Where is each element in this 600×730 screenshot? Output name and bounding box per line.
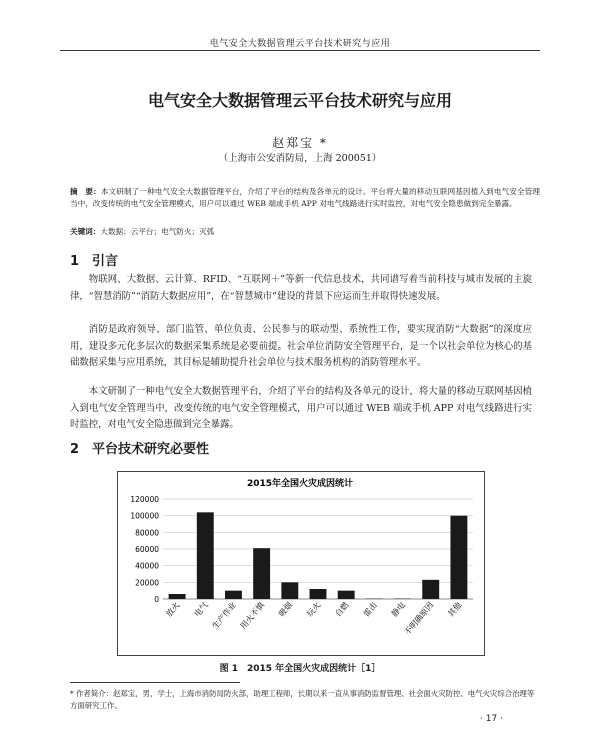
author-affiliation: （上海市公安消防局，上海 200051） xyxy=(218,153,382,164)
chart-title: 2015年全国火灾成因统计 xyxy=(246,479,354,489)
x-tick-label: 静电 xyxy=(389,600,408,619)
x-tick-label: 吸烟 xyxy=(277,600,295,619)
bar-6 xyxy=(310,589,327,599)
paragraph: 消防是政府领导、部门监管、单位负责、公民参与的联动型、系统性工作，要实现消防“大数据”的深度应用，建设多元化多层次的数据采集系统是必要前提。社会单位消防安全管理平台，是一个以社会单位为核心的基础数据采集与应用系统，其目标是辅助提升社会单位与技术服务机构的消防管理水平。 xyxy=(70,324,532,368)
keywords-label: 关键词： xyxy=(70,227,101,236)
author-name: 赵郑宝 * xyxy=(272,136,328,150)
figure-caption: 图 1 2015 年全国火灾成因统计［1］ xyxy=(219,664,381,674)
page-number: · 17 · xyxy=(480,714,503,724)
keywords xyxy=(70,226,540,237)
section-heading-necessity: 2 平台技术研究必要性 xyxy=(70,442,210,457)
author-footnote: * 作者简介：赵郑宝，男，学士，上海市消防局防火部，助理工程师，长期以来一直从事消防监督管理、社会面火灾防控、电气火灾综合治理等方面研究工作。 xyxy=(70,689,535,710)
paragraph: 物联网、大数据、云计算、RFID、“互联网＋”等新一代信息技术，共同谱写着当前科技与城市发展的主旋律，“智慧消防”“消防大数据应用”，在“智慧城市”建设的背景下应运而生并取得快速发展。 xyxy=(70,274,532,302)
y-tick-label: 80000 xyxy=(135,528,159,538)
x-tick-label: 不明确原因 xyxy=(402,600,436,637)
running-head: 电气安全大数据管理云平台技术研究与应用 xyxy=(209,39,391,49)
y-tick-label: 40000 xyxy=(135,561,159,571)
bar-7 xyxy=(338,591,355,599)
x-tick-label: 电气 xyxy=(192,600,210,619)
header-rule xyxy=(60,50,540,51)
x-tick-label: 玩火 xyxy=(305,600,323,619)
bar-2 xyxy=(197,512,214,599)
y-tick-label: 0 xyxy=(154,595,159,604)
fire-cause-bar-chart xyxy=(117,471,483,656)
bar-5 xyxy=(281,582,298,599)
paragraph: 本文研制了一种电气安全大数据管理平台，介绍了平台的结构及各单元的设计，将大量的移动互联网基因植入到电气安全管理当中，改变传统的电气安全管理模式，用户可以通过 WEB 端或手机 APP 对电气线路进行实时监控，对电气安全隐患做到完全暴露。 xyxy=(70,386,532,430)
y-tick-label: 60000 xyxy=(135,545,159,554)
bar-4 xyxy=(253,548,270,599)
paper-title: 电气安全大数据管理云平台技术研究与应用 xyxy=(147,91,452,110)
footnote-rule xyxy=(70,682,240,683)
x-tick-label: 雷击 xyxy=(361,600,379,619)
x-tick-label: 自燃 xyxy=(333,600,351,619)
section-heading-intro: 1 引言 xyxy=(70,254,119,269)
y-tick-label: 20000 xyxy=(135,578,159,588)
bar-1 xyxy=(169,594,186,599)
abstract-text: 本文研制了一种电气安全大数据管理平台，介绍了平台的结构及各单元的设计。平台将大量的移动互联网基因植入到电气安全管理当中，改变传统的电气安全管理模式，用户可以通过 WEB 端或手机 APP 对电气线路进行实时监控，对电气安全隐患做到完全暴露。 xyxy=(70,187,540,208)
x-tick-label: 其他 xyxy=(446,600,464,619)
abstract xyxy=(70,186,540,210)
bar-3 xyxy=(225,591,242,599)
bar-11 xyxy=(450,516,467,599)
y-tick-label: 120000 xyxy=(130,495,159,504)
x-tick-label: 生产作业 xyxy=(210,600,238,631)
y-tick-label: 100000 xyxy=(130,511,159,521)
bar-10 xyxy=(422,580,439,599)
keywords-text: 大数据；云平台；电气防火；灭弧 xyxy=(100,227,215,236)
abstract-label: 摘 要： xyxy=(70,187,101,196)
x-tick-label: 放火 xyxy=(164,600,182,619)
x-tick-label: 用火不慎 xyxy=(238,600,267,631)
